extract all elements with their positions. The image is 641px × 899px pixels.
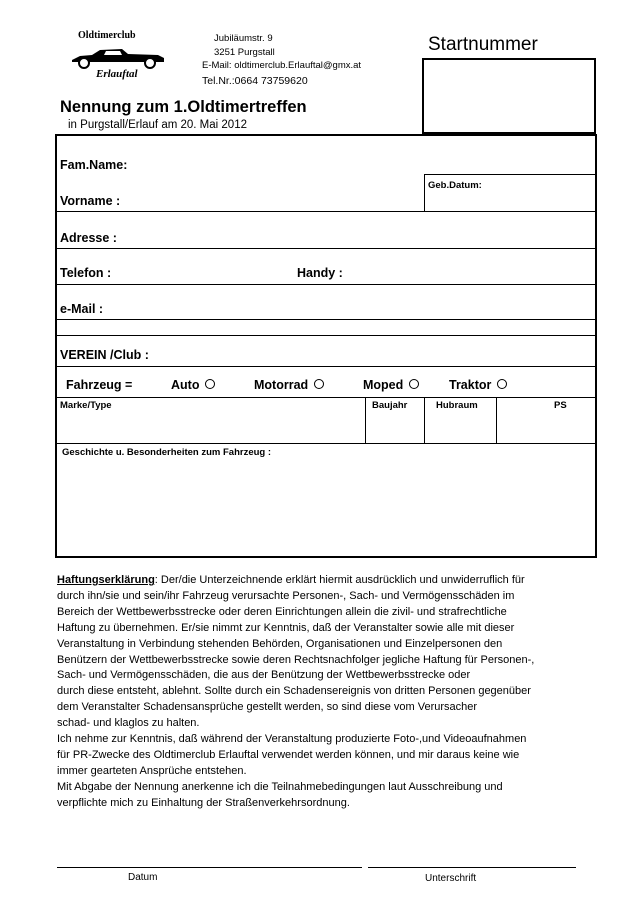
club-address (202, 32, 361, 88)
divider (424, 174, 425, 212)
option-motorrad-label: Motorrad (254, 378, 309, 392)
vorname-label: Vorname : (60, 194, 121, 208)
divider (496, 397, 497, 443)
logo-text-bottom: Erlauftal (96, 68, 138, 80)
divider (57, 366, 595, 367)
gebdatum-label: Geb.Datum: (428, 180, 482, 191)
liability-line: Ich nehme zur Kenntnis, daß während der Veranstaltung produzierte Foto-,und Videoaufnahmen (57, 733, 527, 746)
option-auto[interactable] (171, 378, 215, 392)
liability-heading: Haftungserklärung (57, 574, 155, 586)
liability-statement (57, 573, 597, 812)
option-moped[interactable] (363, 378, 419, 392)
liability-line: Sach- und Vermögensschäden, die aus der Benützung der Wettbewerbsstrecke oder (57, 669, 471, 682)
handy-label: Handy : (297, 266, 343, 280)
option-moped-label: Moped (363, 378, 404, 392)
liability-line: schad- und klaglos zu halten. (57, 717, 200, 730)
geschichte-label: Geschichte u. Besonderheiten zum Fahrzeug : (62, 447, 272, 458)
divider (365, 397, 366, 443)
address-street: Jubiläumstr. 9 (214, 33, 273, 44)
datum-line[interactable] (57, 867, 362, 868)
adresse-label: Adresse : (60, 231, 117, 245)
option-traktor[interactable] (449, 378, 507, 392)
registration-form (55, 134, 597, 558)
option-motorrad[interactable] (254, 378, 324, 392)
baujahr-label: Baujahr (372, 400, 408, 411)
club-logo (66, 30, 186, 82)
liability-line: durch ihn/sie und sein/ihr Fahrzeug verursachte Personen-, Sach- und Vermögensschäden im (57, 589, 515, 602)
form-title: Nennung zum 1.Oldtimertreffen (60, 98, 307, 116)
divider (57, 211, 595, 212)
datum-label: Datum (128, 872, 158, 883)
liability-line: durch diese entsteht, ablehnt. Sollte durch ein Schadensereignis von dritten Personen gegenüber (57, 685, 531, 698)
telefon-label: Telefon : (60, 266, 112, 280)
email-label: e-Mail : (60, 302, 104, 316)
marke-type-label: Marke/Type (60, 400, 112, 411)
radio-circle-icon[interactable] (314, 379, 324, 389)
famname-label: Fam.Name: (60, 158, 128, 172)
option-auto-label: Auto (171, 378, 200, 392)
startnummer-box (422, 58, 596, 134)
liability-line: Mit Abgabe der Nennung anerkenne ich die Teilnahmebedingungen laut Ausschreibung und (57, 780, 503, 793)
radio-circle-icon[interactable] (497, 379, 507, 389)
radio-circle-icon[interactable] (409, 379, 419, 389)
liability-line: Bereich der Wettbewerbsstrecke oder deren Einrichtungen allein die zivil- und strafrechtliche (57, 605, 507, 618)
option-traktor-label: Traktor (449, 378, 492, 392)
liability-line: Haftung zu übernehmen. Er/sie nimmt zur Kenntnis, daß der Veranstalter sowie alle mit dieser (57, 621, 515, 634)
unterschrift-label: Unterschrift (425, 873, 477, 884)
divider (57, 284, 595, 285)
divider (57, 443, 595, 444)
liability-line: dem Veranstalter Schadensansprüche gestellt werden, so sind diese vom Verursacher (57, 701, 478, 714)
liability-line: verpflichte mich zu Einhaltung der Straßenverkehrsordnung. (57, 796, 350, 809)
liability-line: Benützern der Wettbewerbsstrecke sowie deren Rechtsnachfolger jegliche Haftung für Personen-, (57, 653, 535, 666)
form-subtitle: in Purgstall/Erlauf am 20. Mai 2012 (68, 119, 247, 131)
fahrzeug-label: Fahrzeug = (66, 378, 133, 392)
address-email: E-Mail: oldtimerclub.Erlauftal@gmx.at (202, 60, 362, 71)
divider (57, 397, 595, 398)
divider (57, 335, 595, 336)
liability-line: Veranstaltung in Verbindung stehenden Behörden, Organisationen und Einzelpersonen den (57, 637, 503, 650)
startnummer-label: Startnummer (428, 34, 538, 55)
address-city: 3251 Purgstall (214, 46, 275, 58)
divider (424, 397, 425, 443)
radio-circle-icon[interactable] (205, 379, 215, 389)
divider (57, 248, 595, 249)
vintage-car-icon (66, 40, 176, 70)
verein-label: VEREIN /Club : (60, 348, 149, 362)
address-phone: Tel.Nr.:0664 73759620 (202, 74, 308, 87)
liability-line: Haftungserklärung: Der/die Unterzeichnende erklärt hiermit ausdrücklich und unwiderruflich für (57, 574, 525, 586)
unterschrift-line[interactable] (368, 867, 576, 868)
liability-line: immer gearteten Ansprüche entstehen. (57, 764, 247, 777)
divider (425, 174, 595, 175)
ps-label: PS (554, 400, 567, 411)
divider (57, 319, 595, 320)
liability-line: für PR-Zwecke des Oldtimerclub Erlauftal verwendet werden können, und mir daraus keine wie (57, 748, 520, 761)
hubraum-label: Hubraum (436, 400, 478, 411)
logo-text-top: Oldtimerclub (78, 30, 136, 41)
